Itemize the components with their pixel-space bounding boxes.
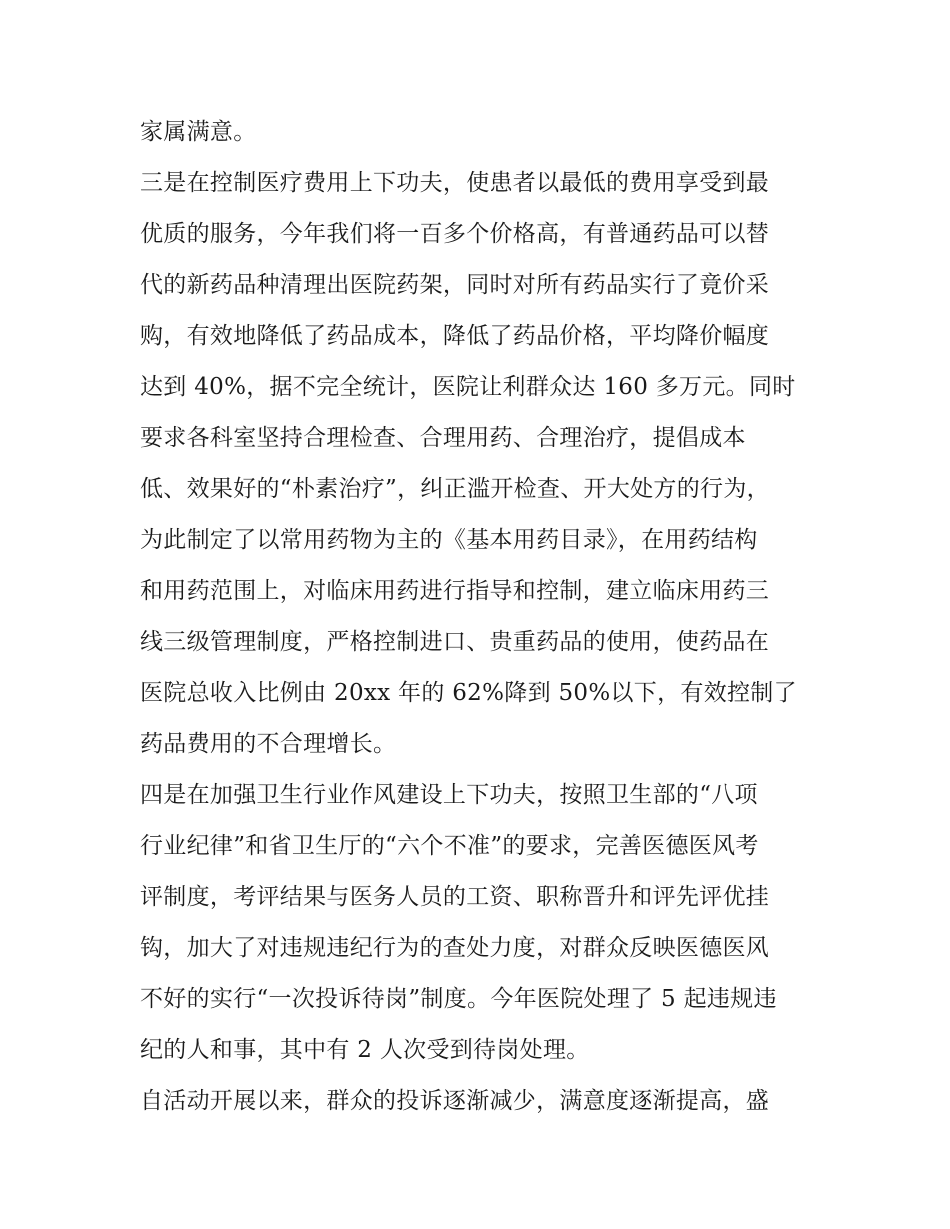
text-line: 要求各科室坚持合理检查、合理用药、合理治疗，提倡成本: [140, 425, 746, 451]
text-line: 自活动开展以来，群众的投诉逐渐减少，满意度逐渐提高，盛: [140, 1088, 770, 1114]
text-line: 钩，加大了对违规违纪行为的查处力度，对群众反映医德医风: [140, 935, 770, 961]
text-line: 为此制定了以常用药物为主的《基本用药目录》，在用药结构: [140, 527, 758, 553]
text-line: 纪的人和事，其中有 2 人次受到待岗处理。: [140, 1037, 590, 1063]
text-line: 三是在控制医疗费用上下功夫，使患者以最低的费用享受到最: [140, 170, 770, 196]
text-line: 达到 40%，据不完全统计，医院让利群众达 160 多万元。同时: [140, 374, 796, 400]
text-line: 和用药范围上，对临床用药进行指导和控制，建立临床用药三: [140, 578, 770, 604]
text-line: 不好的实行“一次投诉待岗”制度。今年医院处理了 5 起违规违: [140, 986, 777, 1012]
body-text: [140, 107, 820, 1127]
text-line: 医院总收入比例由 20xx 年的 62%降到 50%以下，有效控制了: [140, 680, 797, 706]
text-line: 药品费用的不合理增长。: [140, 731, 397, 757]
text-line: 家属满意。: [140, 119, 257, 145]
text-line: 优质的服务，今年我们将一百多个价格高，有普通药品可以替: [140, 221, 770, 247]
text-line: 代的新药品种清理出医院药架，同时对所有药品实行了竟价采: [140, 272, 770, 298]
text-line: 线三级管理制度，严格控制进口、贵重药品的使用，使药品在: [140, 629, 770, 655]
text-line: 购，有效地降低了药品成本，降低了药品价格，平均降价幅度: [140, 323, 770, 349]
text-line: 行业纪律”和省卫生厅的“六个不准”的要求，完善医德医风考: [140, 833, 759, 859]
text-line: 评制度，考评结果与医务人员的工资、职称晋升和评先评优挂: [140, 884, 770, 910]
text-line: 四是在加强卫生行业作风建设上下功夫，按照卫生部的“八项: [140, 782, 758, 808]
text-line: 低、效果好的“朴素治疗”，纠正滥开检查、开大处方的行为，: [140, 476, 770, 502]
